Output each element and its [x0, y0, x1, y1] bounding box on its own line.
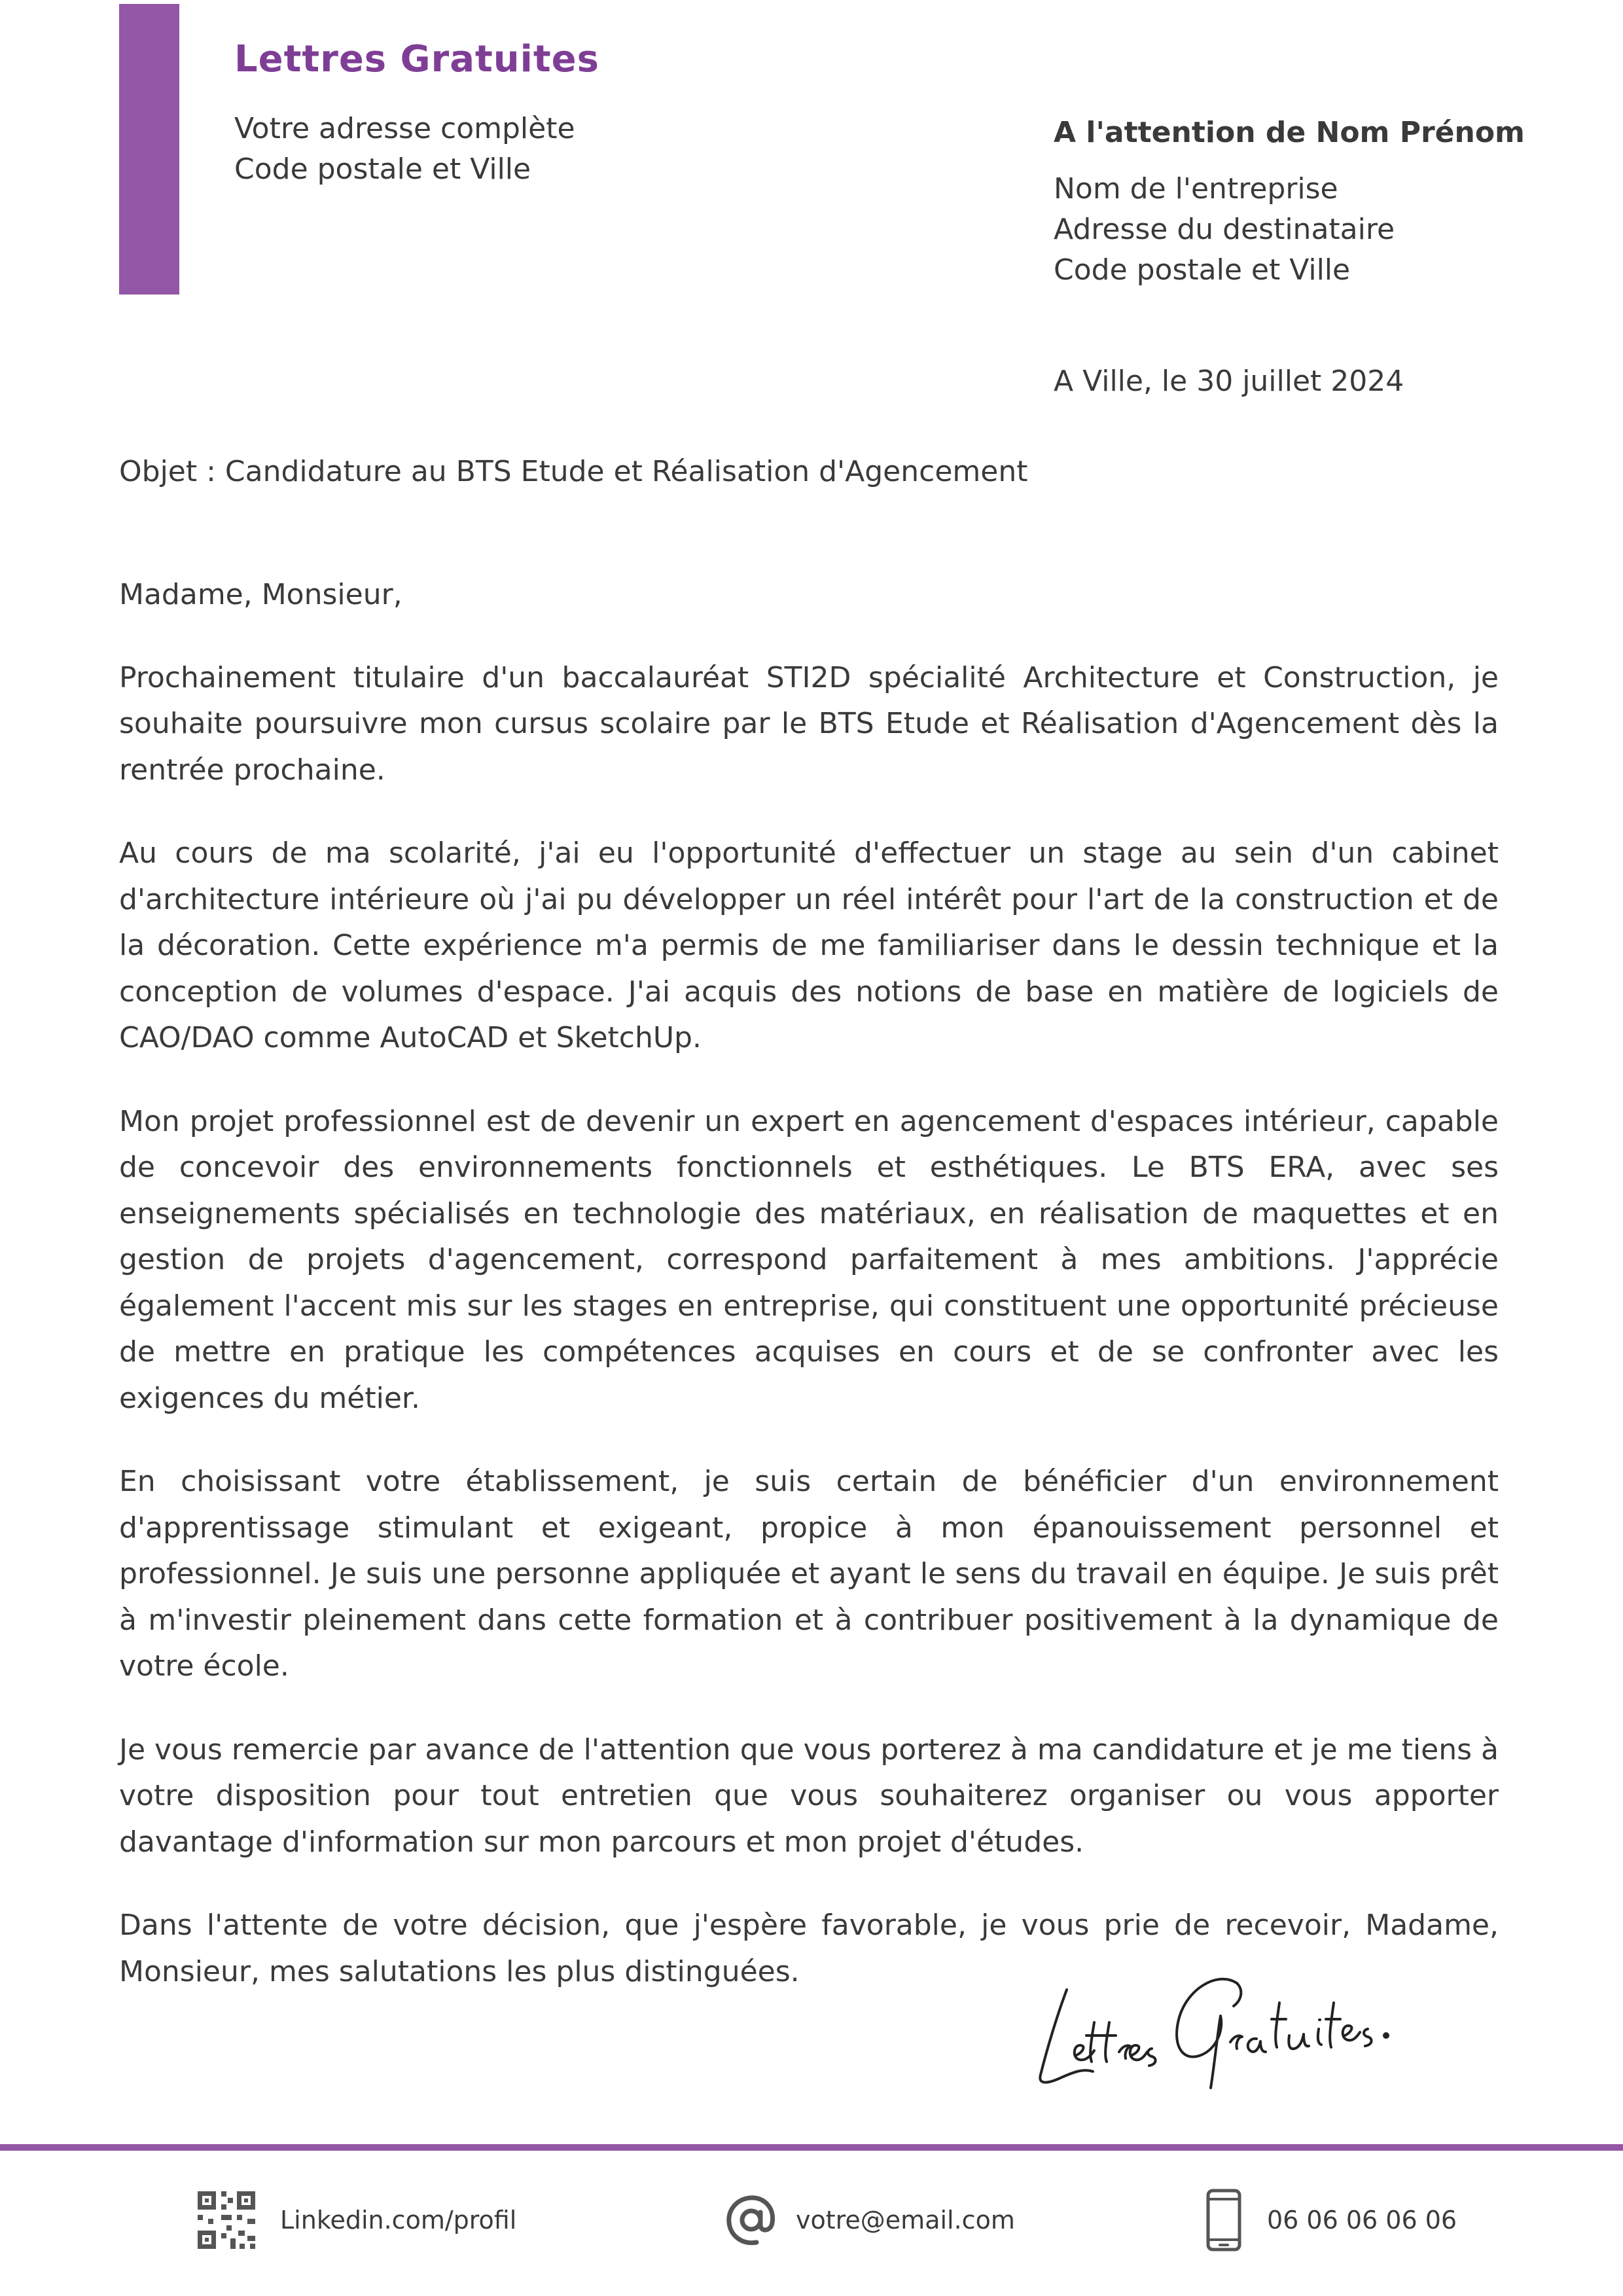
recipient-city: Code postale et Ville	[1054, 253, 1351, 287]
sender-address-line1: Votre adresse complète	[234, 112, 575, 145]
footer-linkedin[interactable]	[196, 2190, 516, 2250]
sender-address-line2: Code postale et Ville	[234, 152, 531, 186]
paragraph-4: En choisissant votre établissement, je suis certain de bénéficier d'un environnement d'apprentissage stimulant et exigeant, propice à mon épanouissement personnel et professionnel. Je suis une personne appliquée et ayant le sens du travail en équipe. Je suis prêt à m'investir pleinement dans cette formation et à contribuer positivement à la dynamique de votre école.	[119, 1465, 1499, 1683]
paragraph-3: Mon projet professionnel est de devenir un expert en agencement d'espaces intérieur, capable de concevoir des environnements fonctionnels et esthétiques. Le BTS ERA, avec ses enseignements spécialisés en technologie des matériaux, en réalisation de maquettes et en gestion de projets d'agencement, correspond parfaitement à mes ambitions. J'apprécie également l'accent mis sur les stages en entreprise, qui constituent une opportunité précieuse de mettre en pratique les compétences acquises en cours et de se confronter avec les exigences du métier.	[119, 1104, 1499, 1415]
sender-name: Lettres Gratuites	[234, 38, 599, 81]
qr-code-icon	[196, 2190, 257, 2250]
recipient-block	[1054, 113, 1525, 291]
at-sign-icon	[725, 2194, 777, 2246]
paragraph-2: Au cours de ma scolarité, j'ai eu l'opportunité d'effectuer un stage au sein d'un cabinet d'architecture intérieure où j'ai pu développer un réel intérêt pour l'art de la construction et de la décoration. Cette expérience m'a permis de me familiariser dans le dessin technique et la conception de volumes d'espace. J'ai acquis des notions de base en matière de logiciels de CAO/DAO comme AutoCAD et SketchUp.	[119, 836, 1499, 1054]
recipient-company: Nom de l'entreprise	[1054, 172, 1338, 206]
accent-bar	[119, 4, 179, 295]
letter-subject: Objet : Candidature au BTS Etude et Réalisation d'Agencement	[119, 455, 1028, 488]
footer-phone[interactable]	[1205, 2190, 1457, 2250]
email-link[interactable]: votre@email.com	[796, 2206, 1015, 2234]
letter-body	[119, 572, 1499, 2032]
phone-number[interactable]: 06 06 06 06 06	[1267, 2206, 1457, 2234]
paragraph-6: Dans l'attente de votre décision, que j'espère favorable, je vous prie de recevoir, Madame, Monsieur, mes salutations les plus distinguées.	[119, 1909, 1499, 1988]
footer-email[interactable]	[725, 2190, 1015, 2250]
letter-date: A Ville, le 30 juillet 2024	[1054, 365, 1404, 398]
recipient-address: Adresse du destinataire	[1054, 213, 1395, 246]
sender-address	[234, 109, 575, 190]
paragraph-1: Prochainement titulaire d'un baccalauréat STI2D spécialité Architecture et Construction, je souhaite poursuivre mon cursus scolaire par le BTS Etude et Réalisation d'Agencement dès la rentrée prochaine.	[119, 660, 1499, 787]
paragraph-5: Je vous remercie par avance de l'attention que vous porterez à ma candidature et je me tiens à votre disposition pour tout entretien que vous souhaiterez organiser ou vous apporter davantage d'information sur mon parcours et mon projet d'études.	[119, 1732, 1499, 1859]
salutation: Madame, Monsieur,	[119, 578, 402, 611]
linkedin-link[interactable]: Linkedin.com/profil	[280, 2206, 517, 2234]
handwritten-signature	[1021, 1944, 1414, 2101]
footer-divider	[0, 2144, 1623, 2151]
recipient-attention: A l'attention de Nom Prénom	[1054, 116, 1525, 149]
smartphone-icon	[1205, 2189, 1242, 2251]
